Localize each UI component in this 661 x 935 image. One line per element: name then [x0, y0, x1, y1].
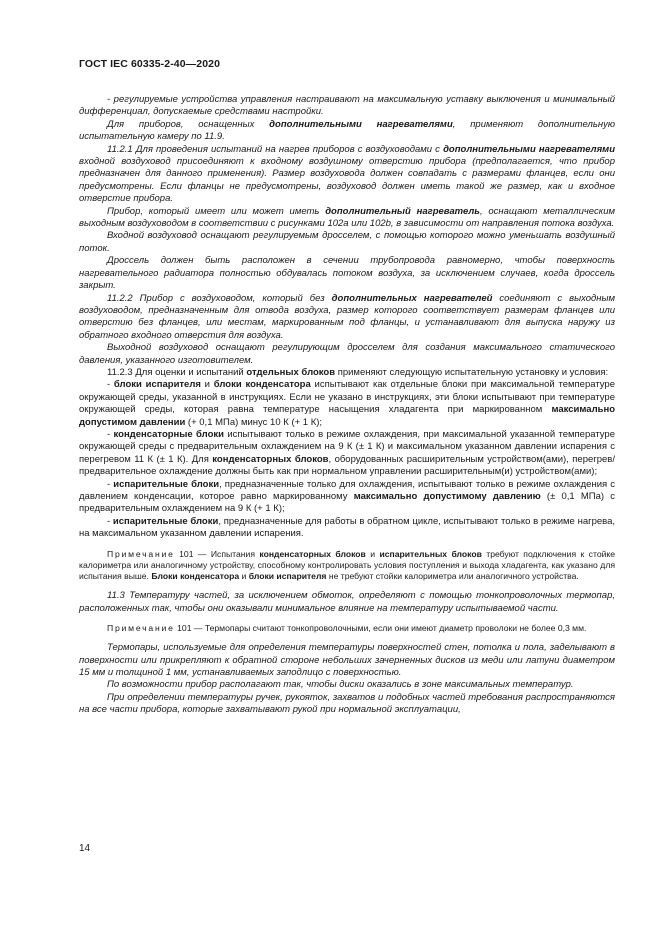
bold-term: испарительные блоки: [112, 515, 219, 527]
text-run: Дроссель должен быть расположен в сечении трубопровода равномерно, чтобы поверхность нагревательного радиатора полностью обдувалась потоком воздуха, за исключением случаев, когда дроссель закрыт.: [79, 255, 615, 292]
paragraph-p07: [79, 293, 615, 343]
text-run: Для приборов, оснащенных: [107, 118, 270, 130]
bold-term: максимально допустимому давлению: [353, 491, 541, 502]
text-run: , предназначенные только для охлаждения, испытывают только в режиме охлаждения с давлением конденсации, которое равно маркированному: [79, 478, 615, 502]
bold-term: испарительных блоков: [379, 548, 482, 559]
bold-term: дополнительными нагревателями: [269, 118, 453, 130]
note-label: Примечание: [107, 548, 175, 559]
text-run: применяют следующую испытательную установку и условия:: [335, 366, 609, 378]
paragraph-p06: [79, 255, 615, 292]
bold-term: максимально допустимом давлении: [79, 404, 615, 428]
paragraph-p02: [79, 119, 615, 144]
paragraph-p04: [79, 206, 615, 231]
document-header: ГОСТ IEC 60335-2-40—2020: [79, 58, 221, 70]
text-run: требуют подключения к стойке калориметра или аналогичному устройству, способному контролировать условия поступления и выхода хладагента, как указано для испытания выше.: [79, 548, 616, 582]
paragraph-p03: [79, 144, 615, 206]
bold-term: дополнительными нагревателями: [443, 143, 615, 155]
text-run: и: [365, 548, 380, 559]
paragraph-p01: [79, 94, 615, 119]
bold-term: блоки испарителя: [113, 379, 201, 391]
bold-term: конденсаторных блоков: [259, 548, 366, 559]
text-run: испытывают только в режиме охлаждения, при максимальной указанной температуре окружающей среды с предварительным охлаждением на 9 К (± 1 К) и максимальном указанном давлении испарения с перегревом 11 К (± 1 К). Для: [79, 428, 615, 465]
bold-term: Блоки конденсатора: [151, 571, 240, 582]
bold-term: конденсаторные блоки: [113, 428, 224, 440]
text-run: , применяют дополнительную испытательную камеру по 11.9.: [79, 118, 615, 143]
paragraph-p15: [79, 590, 615, 615]
text-run: (± 0,1 МПа) с предварительным охлаждением на 9 К (+ 1 К);: [79, 491, 615, 515]
text-run: Входной воздуховод оснащают регулируемым дросселем, с помощью которого можно уменьшать воздушный поток.: [79, 230, 615, 254]
text-run: 11.2.2 Прибор с воздуховодом, который без: [107, 292, 332, 304]
text-run: -: [107, 478, 114, 490]
text-run: Прибор, который имеет или может иметь: [107, 205, 326, 217]
paragraph-p08: [79, 342, 615, 367]
paragraph-p05: [79, 230, 615, 255]
text-run: и: [200, 379, 214, 391]
bold-term: блоки испарителя: [248, 571, 327, 582]
text-run: По возможности прибор располагают так, чтобы диски оказались в зоне максимальных температур.: [107, 679, 574, 691]
text-run: и: [239, 571, 249, 582]
text-run: 101 — Испытания: [174, 548, 260, 559]
text-run: - регулируемые устройства управления настраивают на максимальную уставку выключения и минимальный дифференциал, допускаемые средствами настройки.: [79, 94, 615, 118]
text-run: Термопары, используемые для определения температуры поверхностей стен, потолка и пола, заделывают в поверхности или прикрепляют к обратной стороне небольших зачерненных дисков из меди или латуни диаметром 15 мм и толщиной 1 мм, устанавливаемых заподлицо с поверхностью.: [79, 642, 615, 679]
bold-term: конденсаторных блоков: [212, 453, 329, 465]
text-run: (+ 0,1 МПа) минус 10 К (+ 1 К);: [185, 416, 323, 428]
page-number: 14: [79, 843, 91, 854]
text-run: не требуют стойки калориметра или аналогичного устройства.: [326, 571, 579, 582]
bold-term: дополнительных нагревателей: [331, 292, 493, 304]
text-run: Выходной воздуховод оснащают регулирующим дросселем для создания максимального статического давления, указанного изготовителем.: [79, 342, 615, 366]
bold-term: испарительные блоки: [113, 478, 220, 490]
document-body: [79, 94, 615, 717]
paragraph-p19: [79, 692, 615, 717]
bold-term: блоки конденсатора: [213, 379, 311, 391]
text-run: 11.2.1 Для проведения испытаний на нагрев приборов с воздуховодами с: [107, 143, 444, 155]
paragraph-p17: [79, 642, 615, 679]
text-run: , предназначенные для работы в обратном цикле, испытывают только в режиме нагрева, на максимальном указанном давлении испарения.: [79, 515, 616, 540]
paragraph-p10: [79, 379, 615, 429]
text-run: испытывают как отдельные блоки при максимальной температуре окружающей среды, указанной в инструкциях. Если не указано в инструкциях, эти блоки испытывают при температуре окружающей среды, которая равна температуре насыщения хладагента при маркированном: [79, 379, 615, 416]
text-run: , оборудованных расширительным устройством(ами), перегрев/предварительное охлаждение должны быть как при нормальном управлении расширительным(и) устройством(ами);: [79, 453, 615, 478]
bold-term: отдельных блоков: [246, 366, 336, 378]
text-run: -: [107, 379, 114, 391]
paragraph-p11: [79, 429, 615, 479]
text-run: соединяют с выходным воздуховодом, предназначенным для отвода воздуха, размер которого соответствует размерам фланцев или отверстию без фланцев, или местам, маркированным под фланцы, и устанавливают для выпуска наружу из обратного входного отверстия для воздуха.: [79, 292, 615, 341]
paragraph-p16: [79, 623, 615, 634]
paragraph-p13: [79, 516, 615, 541]
text-run: входной воздуховод присоединяют к входному воздушному отверстию прибора (предполагается, что прибор предназначен для данного применения). Размер воздуховода должен совпадать с размерами фланцев, если они предусмотрены. Если фланцы не предусмотрены, воздуховод должен иметь такой же размер, как и входное отверстие прибора.: [79, 156, 615, 205]
text-run: 11.3 Температуру частей, за исключением обмоток, определяют с помощью тонкопроволочных термопар, расположенных так, чтобы они оказывали минимальное влияние на температуру испытываемой части.: [79, 590, 615, 614]
paragraph-p14: [79, 549, 615, 583]
text-run: -: [107, 515, 113, 527]
paragraph-p12: [79, 479, 615, 516]
paragraph-p18: [79, 679, 615, 691]
text-run: -: [107, 428, 114, 440]
text-run: 101 — Термопары считают тонкопроволочными, если они имеют диаметр проволоки не более 0,3 мм.: [174, 623, 587, 634]
note-label: Примечание: [107, 623, 175, 634]
paragraph-p09: [79, 367, 615, 379]
text-run: 11.2.3 Для оценки и испытаний: [107, 366, 247, 378]
text-run: При определении температуры ручек, рукояток, захватов и подобных частей требования распространяются на все части прибора, которые захватывают рукой при нормальной эксплуатации,: [79, 691, 615, 716]
bold-term: дополнительный нагреватель: [325, 205, 480, 217]
text-run: , оснащают металлическим выходным воздуховодом в соответствии с рисунками 102а или 102b, в зависимости от направления потока воздуха.: [79, 205, 615, 230]
